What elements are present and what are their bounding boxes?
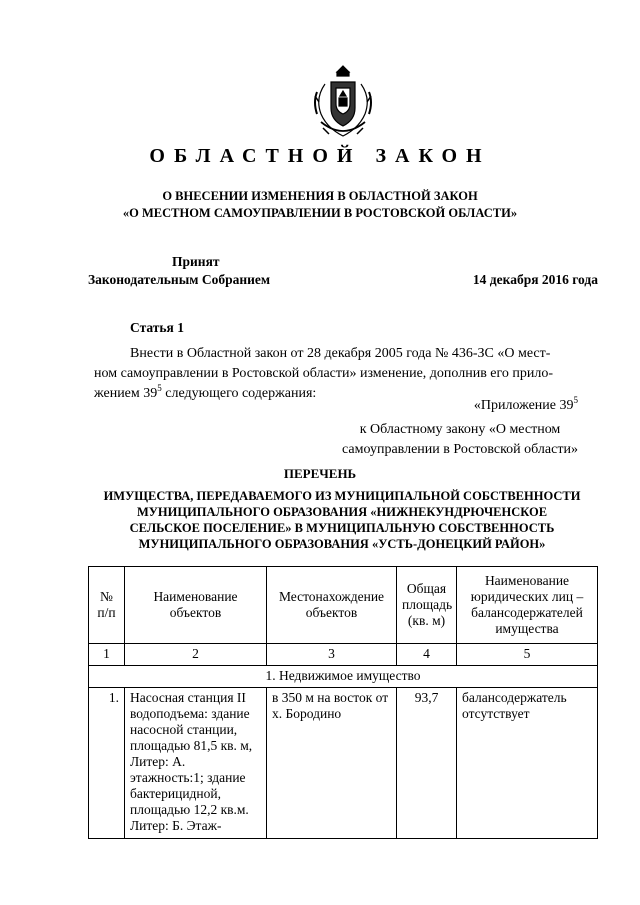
object-name-cell: Насосная станция II водоподъема: здание насосной станции, площадью 81,5 кв. м, Литер: А. этажность:1; здание бактерицидной, площадью 12,2 кв.м. Литер: Б. Этаж- [125, 688, 267, 839]
column-number-cell: 2 [125, 644, 267, 666]
list-subheading-line: МУНИЦИПАЛЬНОГО ОБРАЗОВАНИЯ «НИЖНЕКУНДРЮЧЕНСКОЕ [136, 505, 548, 519]
law-subtitle [60, 188, 580, 222]
location-cell: в 350 м на восток от х. Бородино [267, 688, 397, 839]
holder-cell: балансодержатель отсутствует [457, 688, 598, 839]
appendix-reference [325, 420, 595, 460]
table-header-cell: Общая площадь (кв. м) [397, 567, 457, 644]
appendix-title-text: «Приложение 39 [473, 398, 574, 413]
superscript: 5 [157, 383, 162, 393]
appendix-title [473, 395, 578, 414]
column-number-cell: 3 [267, 644, 397, 666]
subtitle-line: О ВНЕСЕНИИ ИЗМЕНЕНИЯ В ОБЛАСТНОЙ ЗАКОН [162, 189, 478, 203]
appendix-ref-line: самоуправлении в Ростовской области» [342, 442, 578, 457]
law-title: ОБЛАСТНОЙ ЗАКОН [149, 145, 491, 167]
table-header-row [89, 567, 598, 644]
list-subheading-line: ИМУЩЕСТВА, ПЕРЕДАВАЕМОГО ИЗ МУНИЦИПАЛЬНОЙ СОБСТВЕННОСТИ [103, 489, 581, 503]
section-title-cell: 1. Недвижимое имущество [89, 666, 598, 688]
appendix-ref-line: к Областному закону «О местном [359, 422, 561, 437]
list-subheading-line: СЕЛЬСКОЕ ПОСЕЛЕНИЕ» В МУНИЦИПАЛЬНУЮ СОБСТВЕННОСТЬ [129, 521, 555, 535]
list-subheading [80, 488, 604, 552]
property-table [88, 566, 598, 839]
table-header-cell: Наименование юридических лиц – балансодержателей имущества [457, 567, 598, 644]
table-header-cell: Наименование объектов [125, 567, 267, 644]
row-number-cell: 1. [89, 688, 125, 839]
article-line-part: следующего содержания: [161, 386, 317, 401]
column-number-cell: 1 [89, 644, 125, 666]
article-heading: Статья 1 [130, 320, 184, 335]
article-line: Внести в Областной закон от 28 декабря 2005 года № 436-ЗС «О мест- [130, 346, 551, 361]
table-row [89, 688, 598, 839]
adoption-date: 14 декабря 2016 года [472, 272, 598, 287]
column-number-cell: 4 [397, 644, 457, 666]
table-section-row [89, 666, 598, 688]
article-line-part: жением 39 [94, 386, 158, 401]
superscript: 5 [573, 395, 578, 405]
adopted-word: Принят [172, 254, 220, 269]
adopting-body: Законодательным Собранием [88, 272, 271, 287]
table-header-cell: Местонахождение объектов [267, 567, 397, 644]
column-number-cell: 5 [457, 644, 598, 666]
subtitle-line: «О МЕСТНОМ САМОУПРАВЛЕНИИ В РОСТОВСКОЙ ОБЛАСТИ» [122, 206, 518, 220]
article-line: ном самоуправлении в Ростовской области» изменение, дополнив его прило- [94, 366, 554, 381]
area-cell: 93,7 [397, 688, 457, 839]
article-text [94, 344, 598, 404]
coat-of-arms-icon [303, 62, 383, 142]
list-heading: ПЕРЕЧЕНЬ [283, 466, 357, 481]
table-header-cell: № п/п [89, 567, 125, 644]
table-column-numbers-row [89, 644, 598, 666]
list-subheading-line: МУНИЦИПАЛЬНОГО ОБРАЗОВАНИЯ «УСТЬ-ДОНЕЦКИЙ РАЙОН» [138, 537, 546, 551]
